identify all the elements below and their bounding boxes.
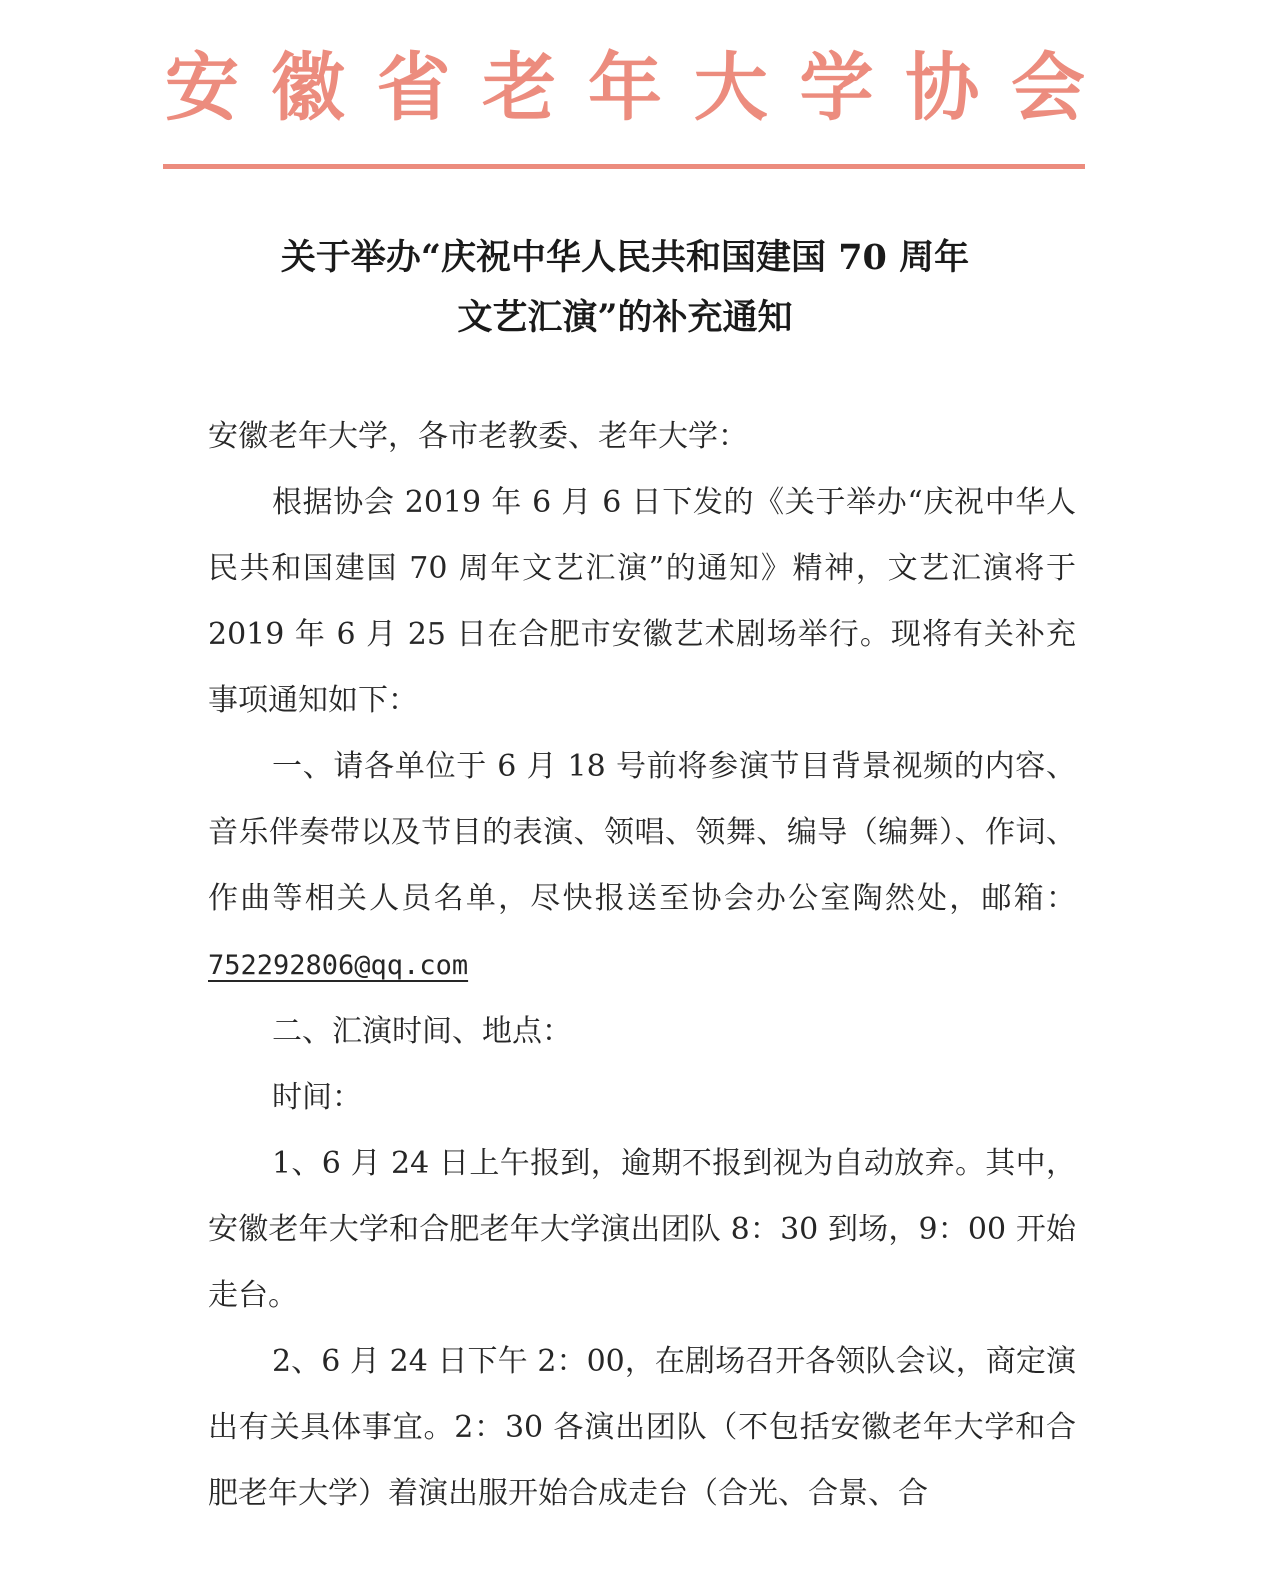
item-one-paragraph: [208, 734, 1076, 999]
email-label: 邮箱：: [981, 881, 1077, 916]
time-item-2: 2、6 月 24 日下午 2：00，在剧场召开各领队会议，商定演出有关具体事宜。2：30 各演出团队（不包括安徽老年大学和合肥老年大学）着演出服开始合成走台（合光、合景、合: [208, 1344, 1076, 1511]
letterhead-char: 年: [588, 45, 662, 131]
letterhead-char: 大: [693, 45, 768, 131]
letterhead-char: 学: [799, 45, 874, 131]
letterhead-divider: [163, 164, 1085, 169]
letterhead-char: 省: [376, 45, 451, 131]
salutation: 安徽老年大学，各市老教委、老年大学：: [208, 419, 748, 454]
letterhead-char: 徽: [270, 45, 345, 131]
time-label: 时间：: [272, 1080, 362, 1115]
letterhead-char: 安: [165, 45, 239, 131]
title-line-2: 文艺汇演”的补充通知: [457, 297, 793, 338]
letterhead-char: 会: [1011, 45, 1085, 131]
document-body: [208, 404, 1076, 1527]
letterhead-char: 协: [905, 45, 980, 131]
intro-paragraph: 根据协会 2019 年 6 月 6 日下发的《关于举办“庆祝中华人民共和国建国 70 周年文艺汇演”的通知》精神，文艺汇演将于 2019 年 6 月 25 日在合肥市安徽艺术剧场举行。现将有关补充事项通知如下：: [208, 485, 1076, 718]
time-item-1: 1、6 月 24 日上午报到，逾期不报到视为自动放弃。其中，安徽老年大学和合肥老年大学演出团队 8：30 到场，9：00 开始走台。: [208, 1146, 1076, 1313]
document-title: [165, 228, 1085, 348]
email-link[interactable]: 752292806@qq.com: [208, 950, 469, 981]
organization-letterhead: [165, 38, 1085, 138]
letterhead-char: 老: [482, 45, 557, 131]
item-one-text: 一、请各单位于 6 月 18 号前将参演节目背景视频的内容、音乐伴奏带以及节目的表演、领唱、领舞、编导（编舞）、作词、作曲等相关人员名单，尽快报送至协会办公室陶然处，: [208, 749, 1076, 916]
item-two-heading: 二、汇演时间、地点：: [272, 1014, 572, 1049]
title-line-1: 关于举办“庆祝中华人民共和国建国 70 周年: [280, 237, 970, 278]
